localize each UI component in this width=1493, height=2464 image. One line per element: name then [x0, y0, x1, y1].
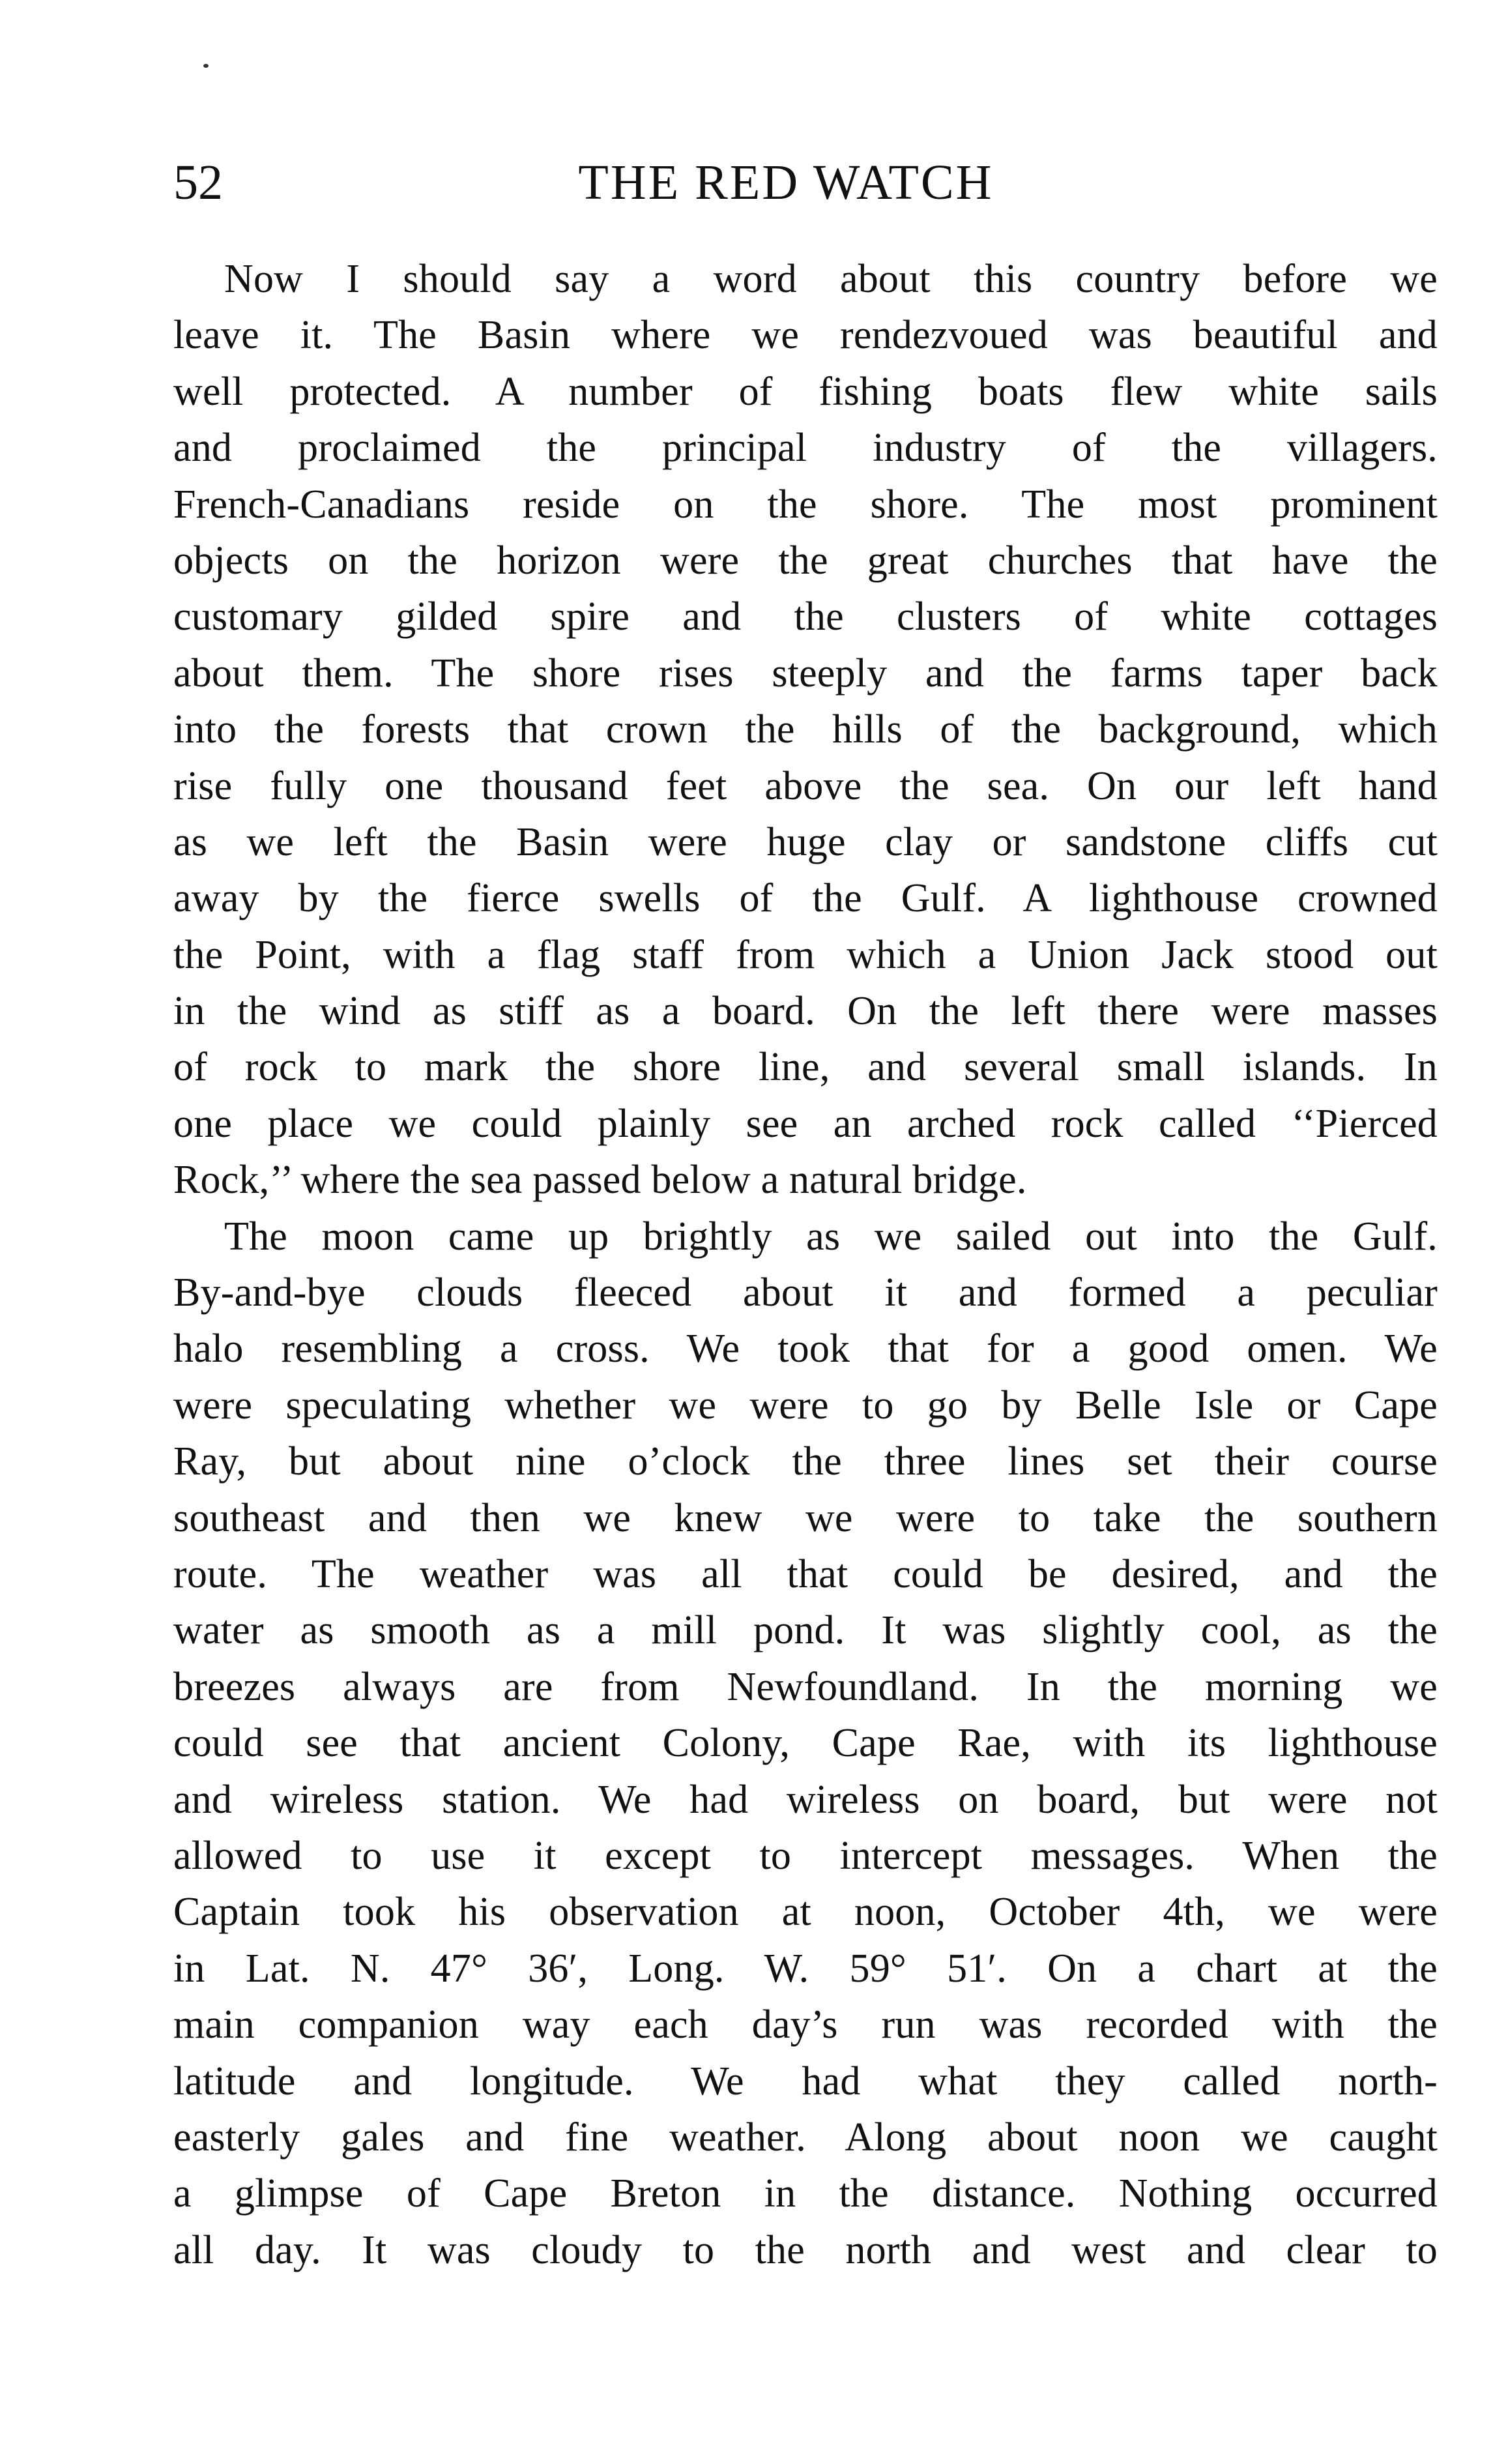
text-line: water as smooth as a mill pond. It was slightly cool, as the — [173, 1608, 1438, 1653]
text-line: Now I should say a word about this country before we — [224, 257, 1438, 301]
text-line: southeast and then we knew we were to take the southern — [173, 1495, 1438, 1540]
text-line: into the forests that crown the hills of the background, which — [173, 707, 1438, 752]
text-line: all day. It was cloudy to the north and west and clear to — [173, 2227, 1438, 2272]
text-line: about them. The shore rises steeply and the farms taper back — [173, 651, 1438, 696]
text-line: one place we could plainly see an arched rock called ‘‘Pierced — [173, 1101, 1438, 1146]
text-line: and wireless station. We had wireless on board, but were not — [173, 1777, 1438, 1822]
text-line: Captain took his observation at noon, October 4th, we were — [173, 1890, 1438, 1935]
text-line: easterly gales and fine weather. Along about noon we caught — [173, 2115, 1438, 2160]
text-line: were speculating whether we were to go by Belle Isle or Cape — [173, 1383, 1438, 1428]
text-line: route. The weather was all that could be desired, and the — [173, 1551, 1438, 1596]
text-line: halo resembling a cross. We took that for a good omen. We — [173, 1327, 1438, 1371]
text-line: leave it. The Basin where we rendezvoued was beautiful and — [173, 313, 1438, 358]
text-line: rise fully one thousand feet above the sea. On our left hand — [173, 763, 1438, 808]
text-line: French-Canadians reside on the shore. The most prominent — [173, 482, 1438, 527]
text-line: in the wind as stiff as a board. On the left there were masses — [173, 989, 1438, 1034]
text-line: objects on the horizon were the great churches that have the — [173, 538, 1438, 583]
page-header — [173, 147, 1438, 218]
text-line: By-and-bye clouds fleeced about it and formed a peculiar — [173, 1270, 1438, 1315]
text-line: breezes always are from Newfoundland. In the morning we — [173, 1664, 1438, 1709]
text-line: could see that ancient Colony, Cape Rae, with its lighthouse — [173, 1721, 1438, 1766]
text-line: away by the fierce swells of the Gulf. A lighthouse crowned — [173, 876, 1438, 921]
text-line: and proclaimed the principal industry of the villagers. — [173, 426, 1438, 471]
text-line: well protected. A number of fishing boats flew white sails — [173, 369, 1438, 414]
text-line: allowed to use it except to intercept messages. When the — [173, 1833, 1438, 1878]
page-number: 52 — [173, 155, 223, 210]
text-line: customary gilded spire and the clusters of white cottages — [173, 594, 1438, 639]
text-line: main companion way each day’s run was recorded with the — [173, 2002, 1438, 2047]
text-line: in Lat. N. 47° 36′, Long. W. 59° 51′. On a chart at the — [173, 1946, 1438, 1991]
text-line: latitude and longitude. We had what they called north- — [173, 2059, 1438, 2104]
running-title: THE RED WATCH — [578, 155, 994, 210]
body-text — [173, 251, 1438, 2278]
text-line: a glimpse of Cape Breton in the distance. Nothing occurred — [173, 2171, 1438, 2216]
text-line: the Point, with a flag staff from which a Union Jack stood out — [173, 932, 1438, 977]
text-line: as we left the Basin were huge clay or sandstone cliffs cut — [173, 819, 1438, 864]
ink-speck — [203, 64, 209, 68]
text-line: The moon came up brightly as we sailed out into the Gulf. — [224, 1214, 1438, 1259]
text-line: Ray, but about nine o’clock the three lines set their course — [173, 1439, 1438, 1484]
text-line: of rock to mark the shore line, and several small islands. In — [173, 1045, 1438, 1090]
text-line: Rock,’’ where the sea passed below a natural bridge. — [173, 1158, 1027, 1203]
